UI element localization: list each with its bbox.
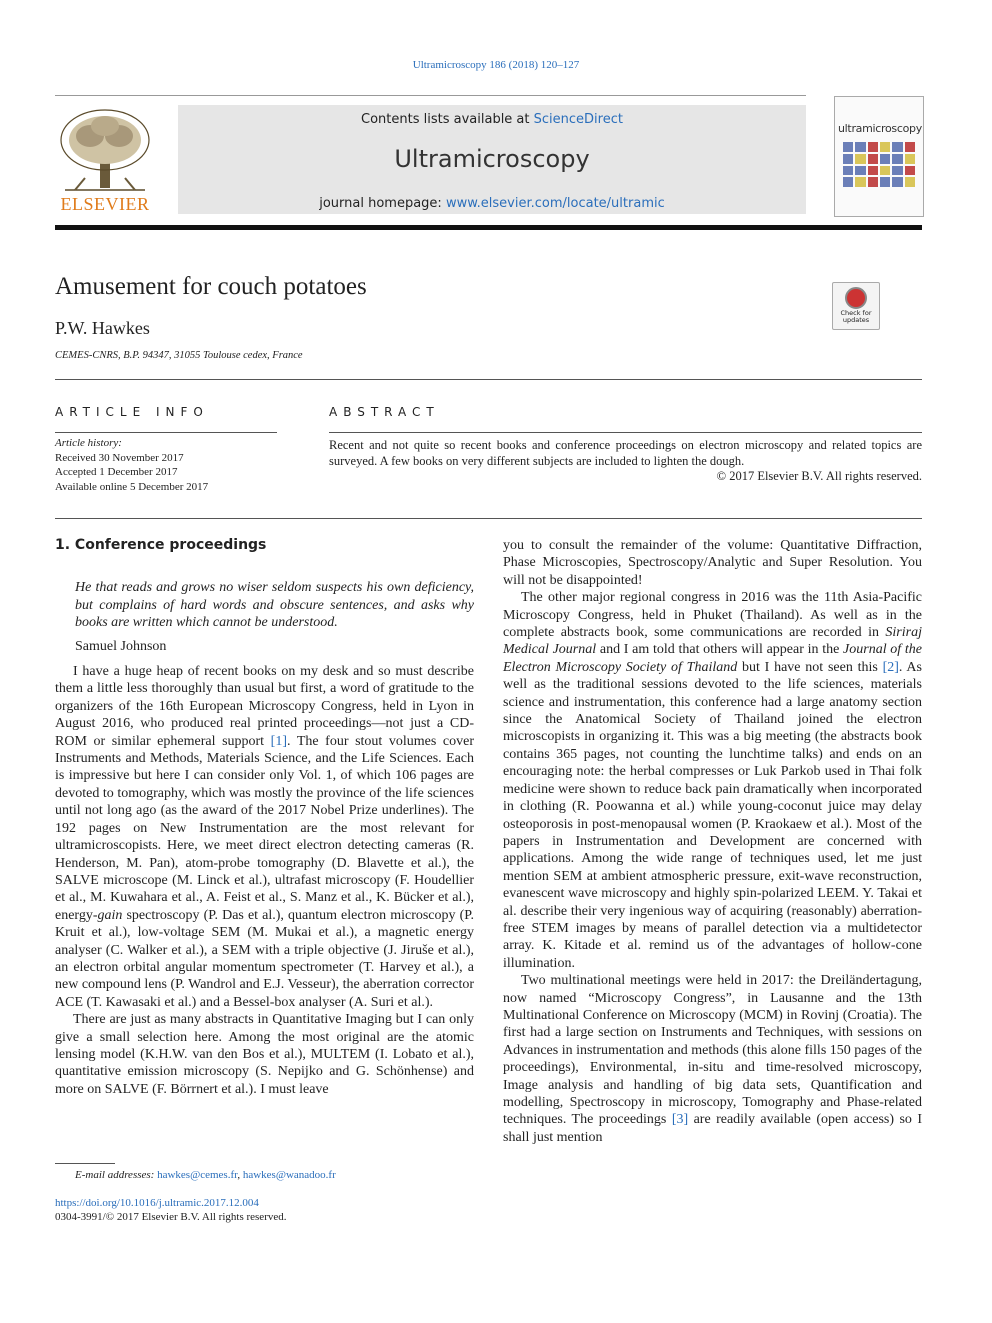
body-column-right [503,537,922,1146]
article-title: Amusement for couch potatoes [55,273,367,300]
homepage-line [178,196,806,211]
reference-link-3[interactable]: [3] [671,1112,689,1128]
paragraph: There are just as many abstracts in Quantitative Imaging but I can only give a small selection here. Among the most original are the atomic lensing model (K.H.W. van den Bos et al.), MULTEM (I. Lobato et al.), quantitative emission microscopy (S. Nepijko and G. Schönhense) and more on SALVE (F. Börrnert et al.). I must leave [55,1012,474,1097]
header-thick-rule [55,225,922,230]
reference-link-1[interactable]: [1] [270,733,287,749]
abstract-bottom-rule [55,518,922,519]
homepage-link[interactable]: www.elsevier.com/locate/ultramic [445,196,665,211]
abstract-copyright: © 2017 Elsevier B.V. All rights reserved. [716,469,922,483]
doi-link[interactable]: https://doi.org/10.1016/j.ultramic.2017.12.004 [55,1197,259,1209]
author-name: P.W. Hawkes [55,318,150,338]
article-history [55,436,208,494]
received-date: Received 30 November 2017 [55,451,184,464]
journal-header-band [178,105,806,214]
homepage-prefix: journal homepage: [319,196,446,211]
contents-prefix: Contents lists available at [361,112,534,127]
contents-line [178,112,806,127]
cover-title: ultramicroscopy [838,122,922,135]
body-column-left [55,537,474,1098]
email-link-2[interactable]: hawkes@wanadoo.fr [242,1169,336,1181]
email-footnote: E-mail addresses: hawkes@cemes.fr, hawkes@wanadoo.fr [75,1169,336,1181]
journal-citation[interactable]: Ultramicroscopy 186 (2018) 120–127 [412,59,580,71]
email-link-1[interactable]: hawkes@cemes.fr [157,1169,238,1181]
section-heading: 1. Conference proceedings [55,537,267,553]
epigraph-quote: He that reads and grows no wiser seldom suspects his own deficiency, but complains of hard words and obscure sentences, and asks why books are written which cannot be understood. [75,580,474,631]
check-for-updates-button[interactable] [832,282,880,330]
epigraph-author: Samuel Johnson [75,638,167,654]
online-date: Available online 5 December 2017 [55,480,209,493]
paragraph: Two multinational meetings were held in 2017: the Dreiländertagung, now named “Microscopy Congress”, in Lausanne and the 13th Multinational Conference on Microscopy (MCM) in Rovinj (Croatia). The first had a large section on Instruments and Techniques, with sessions on Advances in instrumentation and methods (this alone fills 150 pages of the proceedings), Environmental, in-situ and time-resolved microscopy, Image analysis and handling of big data sets, Quantification and modelling, Spectroscopy in microscopy, Tomography and Phase-related techniques. The proceedings [3] are readily available (open access) so I shall just mention [503,973,922,1145]
history-label: Article history: [55,437,122,449]
abstract-heading: ABSTRACT [329,405,440,419]
publisher-name: ELSEVIER [60,194,150,214]
crossmark-label: Check for updates [840,309,872,324]
abstract-text: Recent and not quite so recent books and conference proceedings on electron microscopy and related topics are surveyed. A few books on very different subjects are included to lighten the dough. [329,438,922,468]
author-affiliation: CEMES-CNRS, B.P. 94347, 31055 Toulouse cedex, France [55,350,303,361]
title-rule [55,379,922,380]
footnote-rule [55,1163,115,1164]
sciencedirect-link[interactable]: ScienceDirect [533,112,623,127]
paragraph: I have a huge heap of recent books on my desk and so must describe them a little less thoroughly than usual but first, a word of gratitude to the organizers of the 16th European Microscopy Congress, held in Lyon in August 2016, who produced real printed proceedings—not just a CD-ROM or similar ephemeral support [1]. The four stout volumes cover Instruments and Methods, Materials Science, and the Life Sciences. Each is impressive but here I can consider only Vol. 1, of which 106 pages are devoted to tomography, which was mostly the province of the life sciences until not long ago (as the award of the 2017 Nobel Prize underlines). The 192 pages on New Instrumentation are the most relevant for ultramicroscopists. Here, we meet direct electron detecting cameras (R. Henderson, M. Pan), atom-probe tomography (D. Blavette et al.), the SALVE microscope (M. Linck et al.), ultrafast microscopy (F. Houdellier et al., M. Kuwahara et al., A. Feist et al., S. Manz et al., K. Bücker et al.), energy-gain spectroscopy (P. Das et al.), quantum electron microscopy (P. Kruit et al.), low-voltage SEM (M. Mukai et al.), a magnetic energy analyser (C. Walker et al.), a SEM with a triple objective (J. Jiruše et al.), an electron orbital angular momentum spectrometer (T. Harvey et al.), a new compound lens (P. Wandrol and E.J. Vesseur), the aberration corrector ACE (T. Kawasaki et al.) and a Bessel-box analyser (A. Suri et al.). [55,664,475,1010]
journal-title: Ultramicroscopy [394,145,590,173]
crossmark-icon [845,287,867,309]
article-info-heading: ARTICLE INFO [55,405,209,419]
abstract-rule [329,432,922,433]
article-info-rule [55,432,277,433]
journal-cover-thumbnail [834,96,924,217]
cover-image-grid [843,142,915,187]
header-rule [55,95,806,96]
paragraph: The other major regional congress in 2016 was the 11th Asia-Pacific Microscopy Congress, held in Phuket (Thailand). As well as in the complete abstracts book, some communications are recorded in Siriraj Medical Journal and I am told that others will appear in the Journal of the Electron Microscopy Society of Thailand but I have not seen this [2]. As well as the traditional sessions devoted to the life sciences, materials science and instrumentation, this conference had a large anatomy section since the Anatomical Society of Thailand joined the electron microscopists in organizing it. This was a big meeting (the abstracts book contains 365 pages, not counting the lunchtime talks) and ends on an encouraging note: the herbal compresses or Luk Parkob used in Thai folk medicine were shown to reduce back pain dramatically when incorporated in clothing (R. Poowanna et al.) while young-coconut juice may delay osteoporosis in post-menopausal women (P. Kraokaew et al.). Most of the papers in Instrumentation and Development are concerned with applications. Among the wide range of techniques used, let me just mention SEM at ambient atmospheric pressure, exit-wave reconstruction, evanescent wave microscopy and highly spin-polarized LEEM. Y. Takai et al. describe their very ingenious way of acquiring (reasonably) aberration-free STEM images by means of parallel detection via a multidetector array. K. Kitade et al. remind us of the advantages of hollow-cone illumination. [503,590,923,971]
issn-copyright: 0304-3991/© 2017 Elsevier B.V. All rights reserved. [55,1211,287,1223]
accepted-date: Accepted 1 December 2017 [55,466,178,478]
reference-link-2[interactable]: [2] [882,659,899,675]
paragraph: you to consult the remainder of the volume: Quantitative Diffraction, Phase Microscopies, Spectroscopy/Analytic and Super Resolution. You will not be disappointed! [503,538,922,588]
elsevier-logo [55,106,155,216]
